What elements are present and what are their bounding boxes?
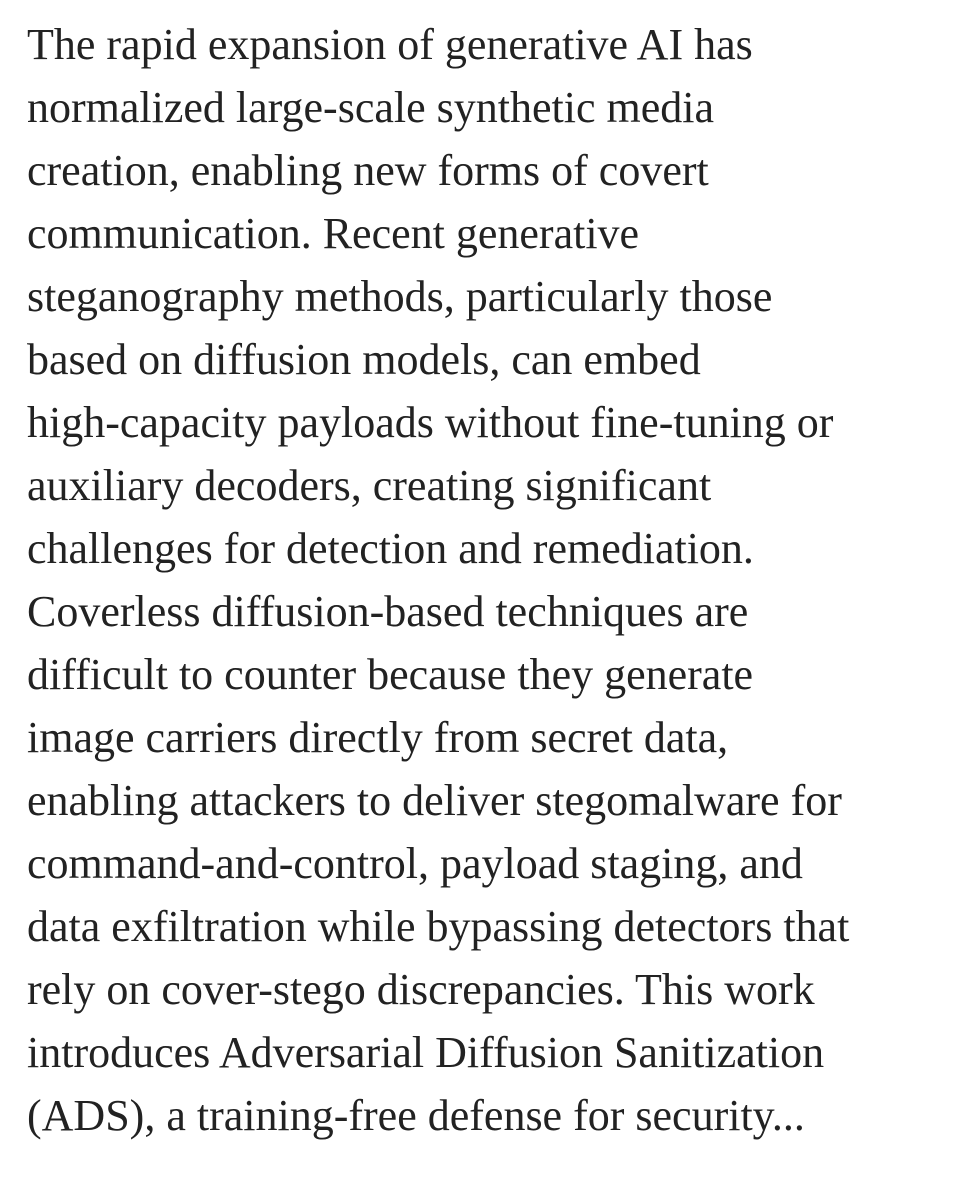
text-line: (ADS), a training-free defense for security...	[27, 1091, 805, 1140]
text-line: introduces Adversarial Diffusion Sanitization	[27, 1028, 825, 1077]
text-line: communication. Recent generative	[27, 209, 640, 258]
text-line: image carriers directly from secret data,	[27, 713, 729, 762]
text-line: Coverless diffusion-based techniques are	[27, 587, 749, 636]
text-line: rely on cover-stego discrepancies. This work	[27, 965, 815, 1014]
text-line: The rapid expansion of generative AI has	[27, 20, 753, 69]
text-line: command-and-control, payload staging, and	[27, 839, 803, 888]
text-line: based on diffusion models, can embed	[27, 335, 701, 384]
text-line: auxiliary decoders, creating significant	[27, 461, 712, 510]
text-line: steganography methods, particularly those	[27, 272, 773, 321]
text-line: normalized large-scale synthetic media	[27, 83, 715, 132]
text-line: data exfiltration while bypassing detectors that	[27, 902, 850, 951]
text-line: creation, enabling new forms of covert	[27, 146, 709, 195]
text-line: difficult to counter because they generate	[27, 650, 754, 699]
text-line: challenges for detection and remediation.	[27, 524, 754, 573]
abstract-text	[27, 13, 947, 1147]
text-line: enabling attackers to deliver stegomalware for	[27, 776, 842, 825]
text-line: high-capacity payloads without fine-tuning or	[27, 398, 834, 447]
